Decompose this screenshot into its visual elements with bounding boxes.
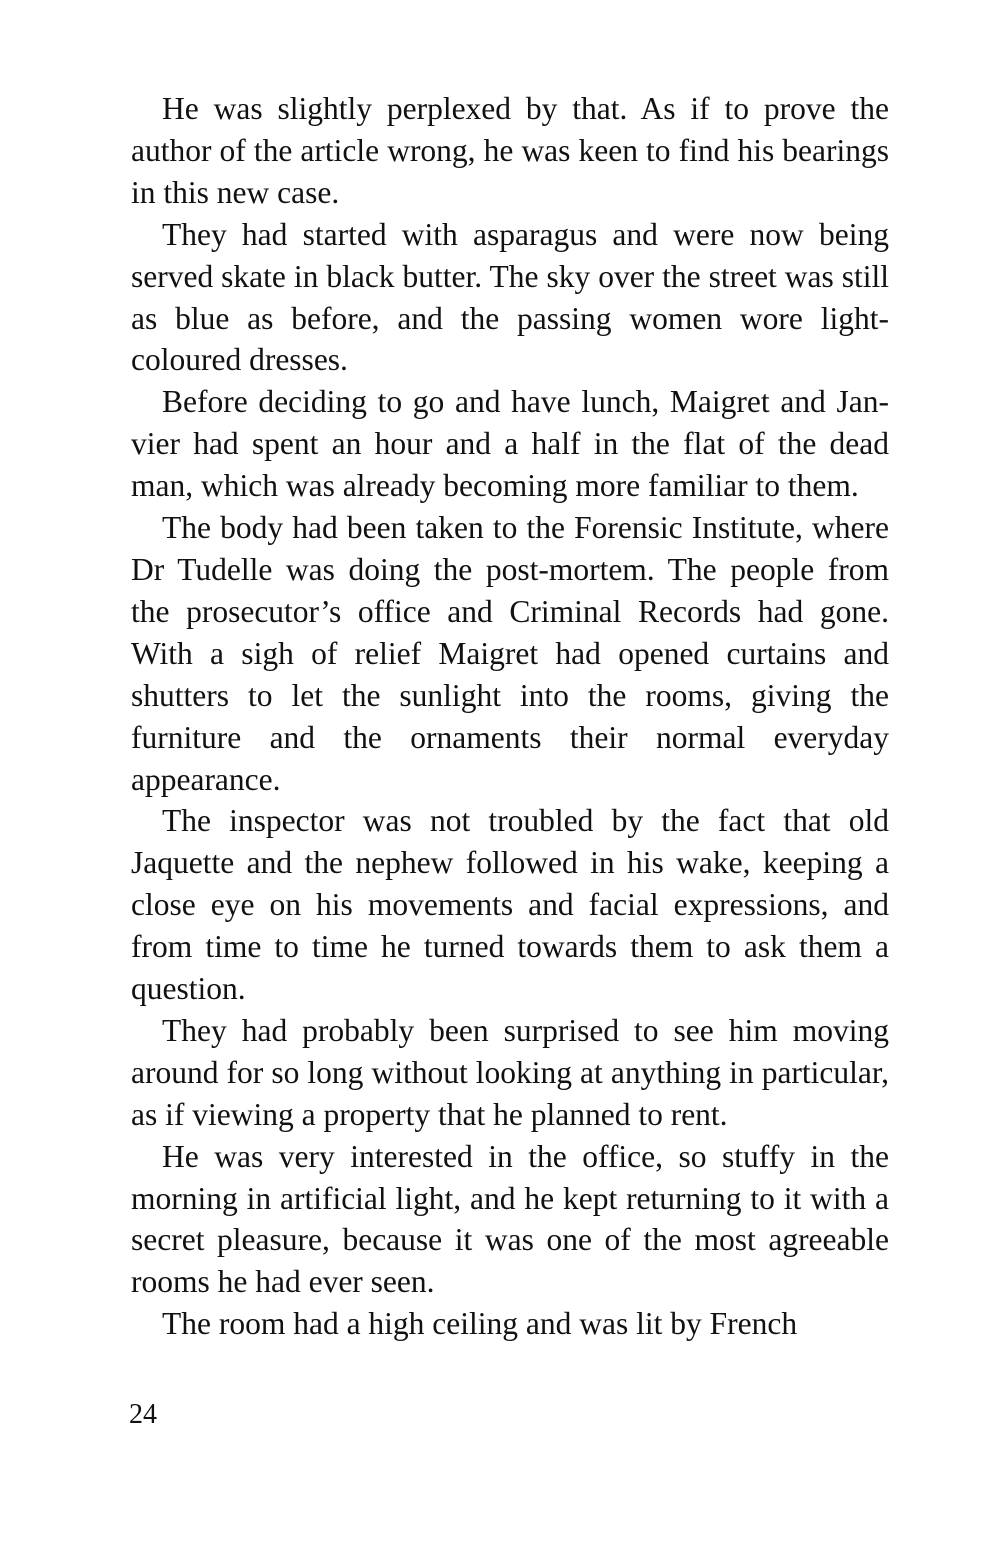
page-number: 24 <box>129 1399 157 1430</box>
book-page-body <box>131 88 889 1345</box>
paragraph-2: They had started with asparagus and were now being served skate in black butter. The sky over the street was still as blue as before, and the passing women wore light-coloured dresses. <box>131 216 889 378</box>
paragraph-4: The body had been taken to the Forensic Institute, where Dr Tudelle was doing the post-mortem. The people from the prosecutor’s office and Criminal Records had gone. With a sigh of relief Maigret had opened curtains and shutters to let the sunlight into the rooms, giving the furniture and the ornaments their normal everyday appearance. <box>131 510 889 797</box>
paragraph-6: They had probably been surprised to see him moving around for so long without looking at anything in particular, as if viewing a property that he planned to rent. <box>131 1012 889 1132</box>
paragraph-3: Before deciding to go and have lunch, Maigret and Janvier had spent an hour and a half in the flat of the dead man, which was already becoming more familiar to them. <box>131 384 889 504</box>
paragraph-1: He was slightly perplexed by that. As if to prove the author of the article wrong, he was keen to find his bearings in this new case. <box>131 91 889 210</box>
paragraph-7: He was very interested in the office, so stuffy in the morning in artificial light, and he kept returning to it with a secret pleasure, because it was one of the most agreeable rooms he had ever seen. <box>131 1138 889 1300</box>
paragraph-5: The inspector was not troubled by the fact that old Jaquette and the nephew followed in his wake, keeping a close eye on his movements and facial expressions, and from time to time he turned towards them to ask them a question. <box>131 803 889 1007</box>
paragraph-8: The room had a high ceiling and was lit by French <box>162 1306 798 1342</box>
